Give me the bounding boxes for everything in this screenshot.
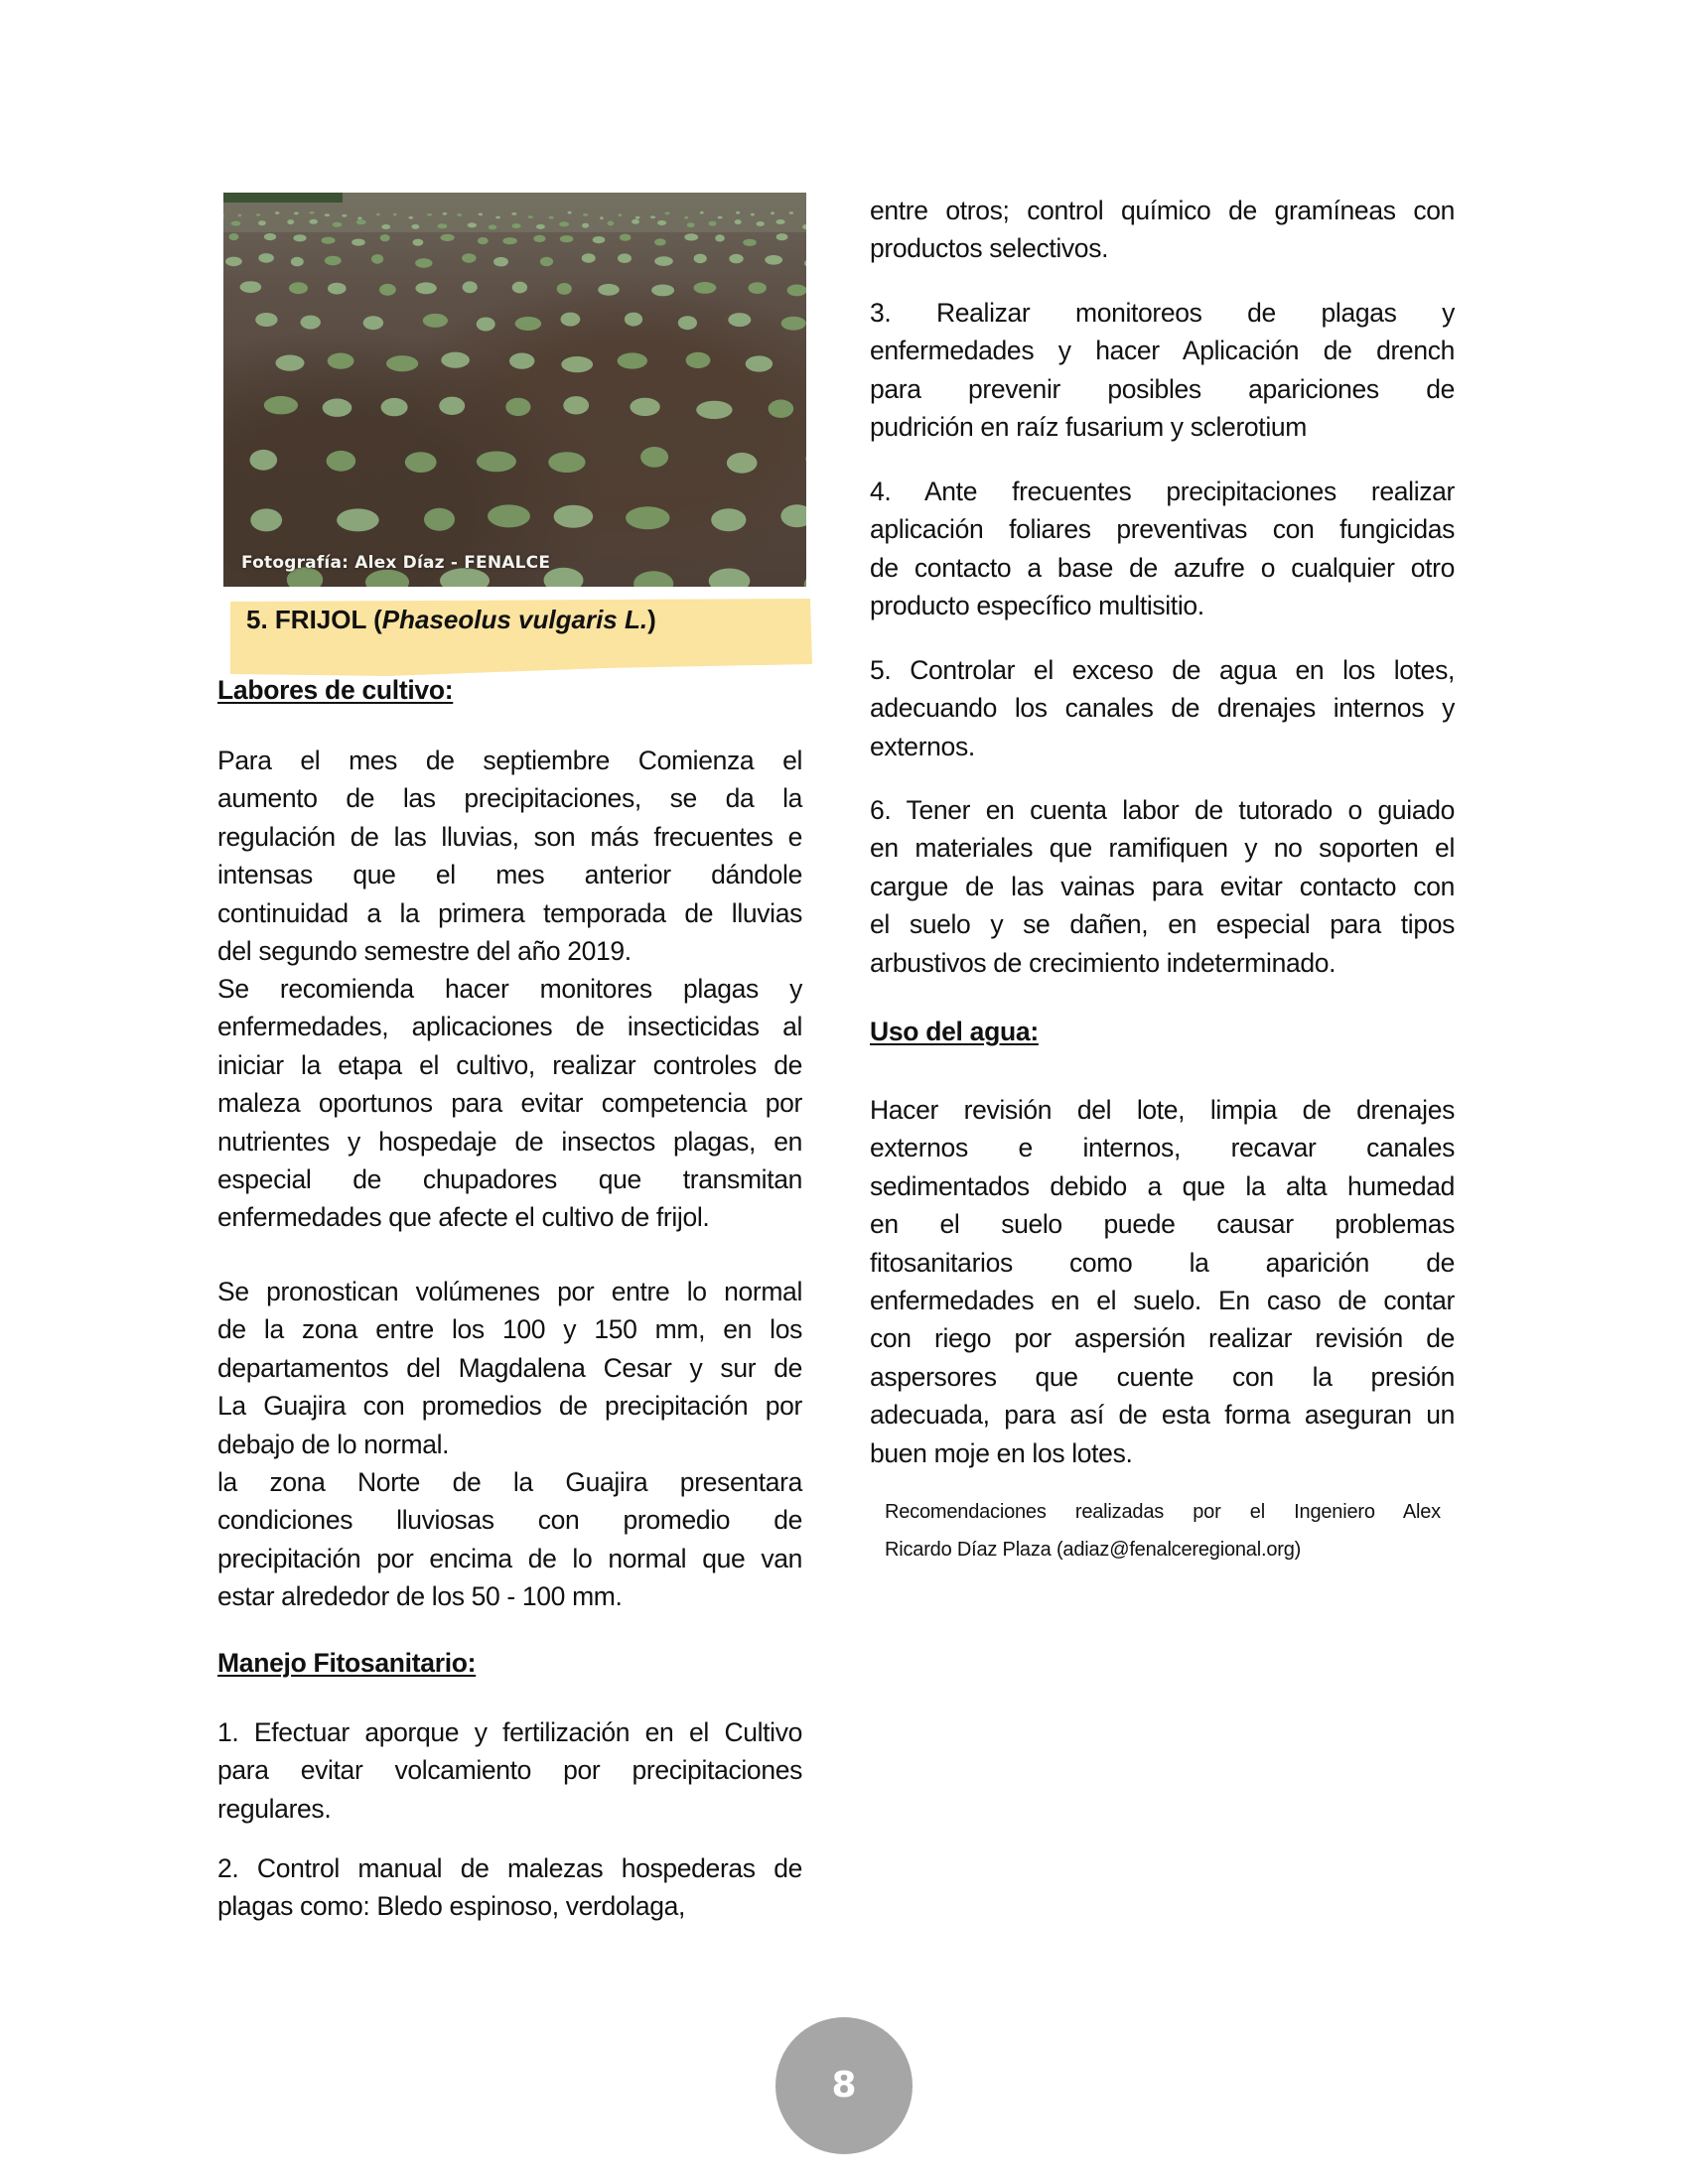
list-item-6 (870, 791, 1455, 982)
seedling-mark (709, 221, 717, 226)
seedling-mark (729, 254, 743, 264)
paragraph-labores-2 (217, 970, 802, 1237)
seedling-mark (654, 238, 666, 245)
seedling-mark (409, 216, 414, 219)
list-item-3 (870, 294, 1455, 447)
seedling-mark (328, 283, 347, 295)
seedling-mark (540, 257, 553, 267)
seedling-mark (635, 216, 640, 219)
seedling-mark (443, 212, 448, 215)
text-line: aumento de las precipitaciones, se da la (217, 783, 802, 814)
seedling-mark (411, 224, 419, 229)
seedling-mark (293, 234, 306, 241)
seedling-mark (325, 256, 342, 266)
seedling-mark (632, 219, 639, 224)
text-line: productos selectivos. (870, 233, 1109, 264)
text-line: Hacer revisión del lote, limpia de drenajes (870, 1095, 1455, 1125)
seedling-mark (342, 214, 347, 217)
heading-uso-del-agua: Uso del agua: (870, 1017, 1039, 1046)
text-line: sedimentados debido a que la alta humedad (870, 1170, 1455, 1201)
seedling-mark (678, 316, 697, 330)
seedling-mark (533, 235, 545, 242)
seedling-mark (654, 256, 673, 266)
seedling-mark (593, 236, 606, 243)
seedling-mark (264, 233, 276, 240)
seedling-mark (559, 221, 569, 226)
seedling-mark (333, 222, 343, 227)
seedling-mark (757, 221, 765, 226)
text-line: buen moje en los lotes. (870, 1437, 1133, 1468)
bean-field-illustration (223, 193, 806, 587)
seedling-mark (554, 505, 594, 528)
seedling-mark (405, 452, 437, 473)
seedling-mark (696, 401, 732, 419)
seedling-mark (352, 239, 365, 246)
seedling-mark (633, 571, 673, 587)
seedling-mark (563, 396, 589, 414)
seedling-mark (238, 214, 242, 217)
text-line: arbustivos de crecimiento indeterminado. (870, 947, 1336, 978)
text-line: regulares. (217, 1793, 332, 1824)
seedling-mark (250, 450, 278, 471)
seedling-mark (511, 212, 516, 215)
seedling-mark (415, 282, 436, 294)
text-line: departamentos del Magdalena Cesar y sur de (217, 1352, 802, 1383)
seedling-mark (250, 508, 282, 531)
seedling-mark (700, 211, 704, 214)
text-line: 3. Realizar monitoreos de plagas y (870, 298, 1455, 328)
text-line: del segundo semestre del año 2019. (217, 935, 632, 966)
text-line: pudrición en raíz fusarium y sclerotium (870, 412, 1307, 443)
seedling-mark (255, 313, 277, 327)
text-line: adecuada, para así de esta forma aseguran un (870, 1400, 1455, 1431)
text-line: enfermedades, aplicaciones de insecticidas al (217, 1012, 802, 1042)
seedling-mark (463, 281, 478, 293)
seedling-mark (289, 282, 308, 294)
seedling-mark (477, 452, 516, 473)
seedling-mark (776, 233, 788, 240)
heading-labores-de-cultivo: Labores de cultivo: (217, 675, 454, 705)
recommendation-credit (885, 1493, 1441, 1569)
text-line: intensas que el mes anterior dándole (217, 860, 802, 890)
seedling-mark (549, 216, 554, 219)
text-line: adecuando los canales de drenajes internos y (870, 693, 1455, 724)
seedling-mark (438, 223, 448, 228)
text-line: 1. Efectuar aporque y fertilización en el Cultivo (217, 1717, 802, 1747)
seedling-mark (309, 219, 318, 224)
seedling-mark (686, 352, 711, 368)
seedling-mark (515, 317, 542, 331)
seedling-mark (325, 213, 331, 216)
seedling-mark (413, 239, 424, 246)
text-line: plagas como: Bledo espinoso, verdolaga, (217, 1891, 686, 1922)
seedling-mark (751, 213, 755, 216)
seedling-mark (258, 220, 266, 225)
seedling-mark (582, 223, 589, 228)
seedling-mark (657, 220, 666, 225)
paragraph-labores-1 (217, 742, 802, 970)
seedling-mark (381, 398, 408, 416)
seedling-mark (423, 314, 448, 328)
paragraph-pronostico-2 (217, 1463, 802, 1616)
text-line: especial de chupadores que transmitan (217, 1163, 802, 1194)
text-line: Se recomienda hacer monitores plagas y (217, 974, 802, 1004)
seedling-mark (746, 355, 773, 371)
seedling-mark (625, 313, 642, 327)
text-line: debajo de lo normal. (217, 1429, 450, 1459)
text-line: Recomendaciones realizadas por el Ingeniero Alex (885, 1501, 1441, 1523)
crop-photo (223, 193, 806, 587)
seedling-mark (789, 211, 793, 214)
seedling-mark (479, 213, 483, 216)
text-line: en materiales que ramifiquen y no soporten el (870, 833, 1455, 864)
seedling-mark (287, 219, 294, 224)
text-line: 5. Controlar el exceso de agua en los lotes, (870, 655, 1455, 685)
seedling-mark (781, 317, 806, 331)
text-line: enfermedades en el suelo. En caso de contar (870, 1285, 1455, 1315)
seedling-mark (568, 211, 572, 214)
text-line: fitosanitarios como la aparición de (870, 1247, 1455, 1278)
seedling-mark (505, 398, 530, 416)
text-line: con riego por aspersión realizar revisión de (870, 1323, 1455, 1354)
seedling-mark (381, 224, 390, 229)
seedling-mark (322, 237, 336, 244)
seedling-mark (715, 234, 725, 241)
seedling-mark (275, 211, 280, 214)
text-line: estar alrededor de los 50 - 100 mm. (217, 1581, 623, 1612)
seedling-mark (557, 283, 572, 295)
seedling-mark (618, 253, 632, 263)
seedling-mark (775, 219, 784, 224)
text-line: para prevenir posibles apariciones de (870, 373, 1455, 404)
text-line: 4. Ante frecuentes precipitaciones realizar (870, 477, 1455, 506)
seedling-mark (651, 285, 674, 297)
seedling-mark (363, 316, 383, 330)
text-line: maleza oportunos para evitar competencia por (217, 1088, 802, 1119)
seedling-mark (291, 257, 304, 267)
text-line: en el suelo puede causar problemas (870, 1209, 1455, 1240)
text-line: aplicación foliares preventivas con fungicidas (870, 514, 1455, 545)
seedling-mark (743, 239, 757, 246)
seedling-mark (380, 234, 390, 241)
text-line: Se pronostican volúmenes por entre lo normal (217, 1277, 802, 1306)
seedling-mark (780, 504, 806, 527)
seedling-mark (718, 216, 723, 219)
seedling-mark (488, 504, 530, 527)
seedling-mark (337, 508, 379, 531)
seedling-mark (735, 219, 742, 224)
text-line: regulación de las lluvias, son más frecuentes e (217, 821, 802, 852)
seedling-mark (424, 508, 455, 531)
text-line: La Guajira con promedios de precipitación por (217, 1391, 802, 1422)
seedling-mark (771, 211, 774, 214)
seedling-mark (495, 216, 500, 219)
text-line: nutrientes y hospedaje de insectos plagas, en (217, 1126, 802, 1157)
seedling-mark (356, 219, 366, 224)
list-item-2-continued (870, 192, 1455, 268)
photo-credit: Fotografía: Alex Díaz - FENALCE (241, 553, 551, 573)
title-close-paren: ) (647, 605, 656, 634)
seedling-mark (415, 258, 432, 268)
seedling-mark (727, 453, 758, 474)
list-item-4 (870, 473, 1455, 625)
seedling-mark (468, 222, 477, 227)
seedling-mark (478, 237, 489, 244)
seedling-mark (379, 284, 396, 296)
text-line: iniciar la etapa el cultivo, realizar controles de (217, 1049, 802, 1080)
seedling-mark (787, 285, 806, 297)
crop-number-name: 5. FRIJOL ( (246, 605, 382, 634)
seedling-mark (619, 213, 623, 216)
seedling-mark (561, 356, 593, 372)
text-line: externos. (870, 731, 975, 761)
seedling-mark (240, 281, 262, 293)
seedling-mark (765, 255, 782, 265)
seedling-mark (749, 282, 767, 294)
seedling-mark (804, 572, 806, 587)
text-line: la zona Norte de la Guajira presentara (217, 1467, 802, 1497)
paragraph-uso-del-agua (870, 1091, 1455, 1472)
seedling-mark (229, 233, 239, 240)
seedling-mark (441, 352, 470, 368)
list-item-2 (217, 1849, 802, 1926)
text-line: producto específico multisitio. (870, 591, 1204, 621)
seedling-mark (509, 353, 534, 369)
text-line: condiciones lluviosas con promedio de (217, 1505, 802, 1536)
text-line: enfermedades y hacer Aplicación de drench (870, 336, 1455, 366)
seedling-mark (512, 282, 527, 294)
seedling-mark (439, 397, 465, 415)
text-line: cargue de las vainas para evitar contacto con (870, 871, 1455, 901)
seedling-mark (301, 316, 321, 330)
text-line: Para el mes de septiembre Comienza el (217, 746, 802, 775)
text-line: continuidad a la primera temporada de lluvias (217, 897, 802, 928)
seedling-mark (489, 224, 496, 229)
seedling-mark (582, 253, 596, 263)
seedling-mark (371, 254, 383, 264)
seedling-mark (477, 318, 495, 332)
page-number-badge: 8 (775, 2017, 913, 2154)
seedling-mark (711, 508, 746, 531)
seedling-mark (626, 506, 669, 529)
seedling-mark (709, 569, 751, 588)
seedling-mark (441, 234, 455, 241)
seedling-mark (620, 234, 631, 241)
seedling-mark (728, 313, 751, 327)
seedling-mark (376, 213, 380, 216)
seedling-mark (687, 222, 695, 227)
seedling-mark (694, 254, 707, 264)
seedling-mark (650, 215, 655, 218)
list-item-1 (217, 1713, 802, 1828)
heading-manejo-fitosanitario: Manejo Fitosanitario: (217, 1648, 477, 1678)
text-line: para evitar volcamiento por precipitaciones (217, 1755, 802, 1786)
text-line: precipitación por encima de lo normal que van (217, 1543, 802, 1573)
seedling-mark (276, 355, 305, 371)
seedling-mark (231, 221, 241, 226)
seedling-mark (665, 212, 670, 215)
seedling-mark (548, 452, 585, 473)
seedling-mark (608, 221, 615, 226)
seedling-mark (427, 213, 432, 216)
seedling-mark (323, 399, 352, 417)
text-line: externos e internos, recavar canales (870, 1133, 1455, 1163)
seedling-mark (769, 400, 794, 418)
seedling-mark (393, 213, 397, 216)
seedling-mark (805, 449, 806, 470)
text-line: enfermedades que afecte el cultivo de frijol. (217, 1202, 710, 1233)
paragraph-pronostico-1 (217, 1273, 802, 1463)
seedling-mark (357, 217, 361, 220)
list-item-5 (870, 651, 1455, 765)
seedling-mark (309, 211, 314, 214)
seedling-mark (630, 398, 659, 416)
text-line: 2. Control manual de malezas hospederas de (217, 1853, 802, 1883)
seedling-mark (294, 212, 299, 215)
seedling-mark (804, 258, 806, 268)
seedling-mark (386, 355, 418, 371)
seedling-mark (502, 237, 516, 244)
scientific-name: Phaseolus vulgaris L. (381, 605, 648, 634)
seedling-mark (462, 253, 476, 263)
text-line: aspersores que cuente con la presión (870, 1361, 1455, 1392)
text-line: de la zona entre los 100 y 150 mm, en los (217, 1314, 802, 1345)
text-line: 6. Tener en cuenta labor de tutorado o guiado (870, 795, 1455, 825)
seedling-mark (327, 451, 356, 472)
section-banner (228, 599, 814, 676)
seedling-mark (258, 253, 274, 263)
seedling-mark (583, 213, 588, 216)
seedling-mark (640, 447, 668, 468)
section-title (246, 605, 656, 635)
seedling-mark (328, 353, 354, 369)
seedling-mark (598, 284, 620, 296)
seedling-mark (536, 224, 545, 229)
seedling-mark (684, 233, 698, 240)
text-line: el suelo y se dañen, en especial para tipos (870, 909, 1455, 940)
seedling-mark (225, 257, 242, 267)
seedling-mark (600, 216, 604, 219)
seedling-mark (528, 215, 533, 218)
text-line: de contacto a base de azufre o cualquier otro (870, 552, 1455, 583)
text-line: Ricardo Díaz Plaza (adiaz@fenalceregional.org) (885, 1539, 1302, 1561)
text-line: entre otros; control químico de gramíneas con (870, 196, 1455, 225)
seedling-mark (256, 213, 260, 216)
seedling-mark (694, 282, 717, 294)
seedling-mark (457, 213, 462, 216)
seedling-mark (618, 352, 647, 368)
seedling-mark (511, 223, 520, 228)
seedling-mark (561, 313, 581, 327)
seedling-mark (493, 257, 508, 267)
seedling-mark (684, 216, 688, 219)
seedling-mark (560, 235, 574, 242)
seedling-mark (736, 211, 740, 214)
seedling-mark (264, 396, 298, 414)
